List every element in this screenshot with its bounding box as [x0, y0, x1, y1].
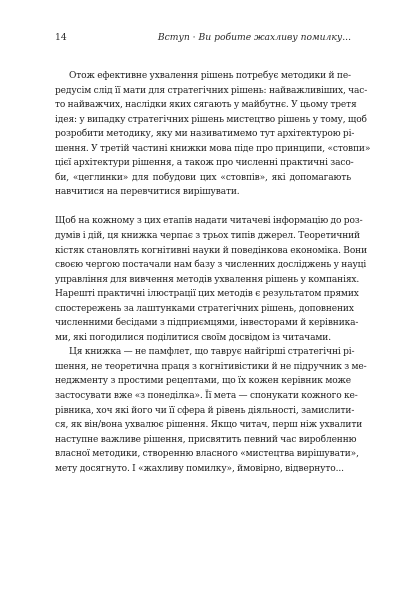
text-line: ми, які погодилися поділитися своїм досвідом із читачами.: [55, 332, 331, 343]
paragraph-2: [55, 214, 367, 345]
text-line: то найважчих, наслідки яких сягають у майбутнє. У цьому третя: [55, 100, 357, 111]
text-line: застосувати вже «з понеділка». Її мета — спонукати кожного ке-: [55, 391, 358, 402]
text-line: рівника, хоч які його чи її сфера й рівень діяльності, замислити-: [55, 405, 355, 416]
text-line: шення. У третій частині книжки мова піде про принципи, «стовпи»: [55, 143, 371, 154]
running-head-section: Вступ: [157, 32, 190, 43]
text-line: ся, як він/вона ухвалює рішення. Якщо читач, перш ніж ухвалити: [55, 420, 363, 431]
text-line: своєю чергою постачали нам базу з численних досліджень у науці: [55, 260, 367, 271]
text-line: навчитися на перевчитися вирішувати.: [55, 187, 240, 198]
running-head-title: Ви робите жахливу помилку...: [198, 32, 351, 43]
paragraph-3: [55, 345, 367, 476]
text-line: наступне важливе рішення, присвятить певний час виробленню: [55, 434, 357, 445]
text-line: численними бесідами з підприємцями, інвесторами й керівника-: [55, 318, 359, 329]
running-head: [158, 31, 351, 45]
text-line: Нарешті практичні ілюстрації цих методів є результатом прямих: [55, 289, 359, 300]
page-header: [55, 31, 351, 45]
text-line: Щоб на кожному з цих етапів надати читачеві інформацію до роз-: [55, 216, 363, 227]
text-line: ідея: у випадку стратегічних рішень мистецтво рішень у тому, щоб: [55, 114, 367, 125]
text-line: цієї архітектури рішення, а також про численні практичні засо-: [55, 158, 354, 169]
text-line: спостережень за лаштунками стратегічних рішень, доповнених: [55, 303, 354, 314]
page-number: 14: [55, 32, 67, 43]
text-line: неджменту з простими рецептами, що їх кожен керівник може: [55, 376, 351, 387]
text-line: думів і дій, ця книжка черпає з трьох типів джерел. Теоретичний: [55, 231, 360, 242]
text-line: розробити методику, яку ми називатимемо тут архітектурою рі-: [55, 129, 355, 140]
text-line: редусім слід її мати для стратегічних рішень: найважливіших, час-: [55, 85, 368, 96]
text-line: власної методики, створенню власного «мистецтва вирішувати»,: [55, 449, 359, 460]
text-line: Ця книжка — не памфлет, що таврує найгірші стратегічні рі-: [69, 347, 355, 358]
running-head-separator: ·: [192, 32, 196, 43]
text-line: шення, не теоретична праця з когнітивістики й не підручник з ме-: [55, 361, 367, 372]
text-line: би, «цеглинки» для побудови цих «стовпів», які допомагають: [55, 172, 351, 183]
paragraph-1: [55, 69, 371, 200]
body-text: [55, 69, 371, 476]
text-line: мету досягнуто. І «жахливу помилку», ймовірно, відвернуто...: [55, 463, 344, 474]
text-line: управління для вивчення методів ухвалення рішень у компаніях.: [55, 274, 360, 285]
text-line: Отож ефективне ухвалення рішень потребує методики й пе-: [69, 71, 351, 81]
text-line: кістяк становлять когнітивні науки й поведінкова економіка. Вони: [55, 245, 367, 256]
